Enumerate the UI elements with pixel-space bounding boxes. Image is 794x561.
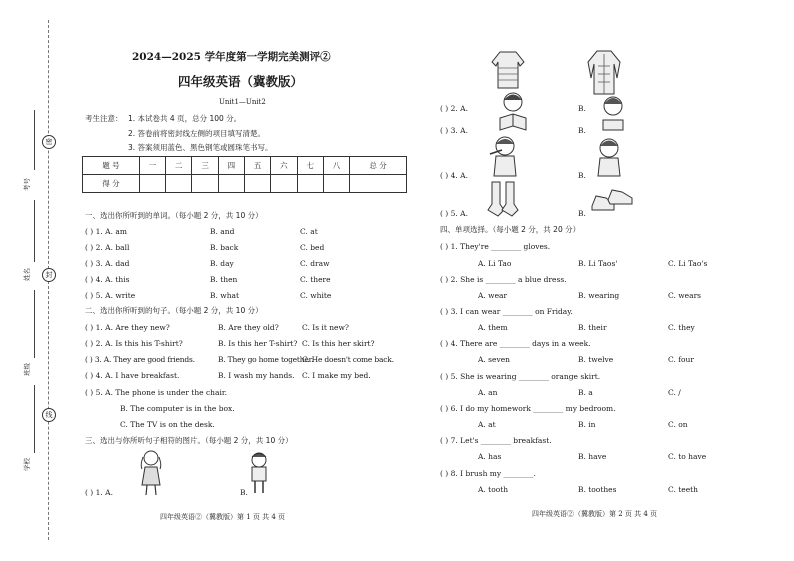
score-input[interactable] xyxy=(244,175,270,193)
part3-q1-b: B. xyxy=(240,488,248,497)
part2-q4-c: C. I make my bed. xyxy=(302,371,371,380)
part3-title: 三、选出与你所听句子相符的图片。（每小题 2 分，共 10 分） xyxy=(85,436,293,445)
notice-item-2: 2. 答卷前将密封线左侧的项目填写清楚。 xyxy=(128,129,266,138)
part1-q1-b: B. and xyxy=(210,227,235,236)
part3-q5: ( ) 5. A. xyxy=(440,209,468,218)
part1-q1: ( ) 1. A. am xyxy=(85,227,127,236)
part4-q6-b: B. in xyxy=(578,420,596,429)
term-title: 2024—2025 学年度第一学期完美测评② xyxy=(132,51,331,63)
units-label: Unit1—Unit2 xyxy=(219,98,266,106)
part4-q4: ( ) 4. There are ________ days in a week. xyxy=(440,339,591,348)
part2-q1: ( ) 1. A. Are they new? xyxy=(85,323,170,332)
part1-q2-c: C. bed xyxy=(300,243,325,252)
washing-kid-icon xyxy=(594,136,624,178)
notice-item-3: 3. 答案须用蓝色、黑色钢笔或圆珠笔书写。 xyxy=(128,143,273,152)
part1-q3-b: B. day xyxy=(210,259,234,268)
kaohao-label: 考号 xyxy=(23,178,31,191)
score-input[interactable] xyxy=(323,175,349,193)
part2-q5: ( ) 5. A. The phone is under the chair. xyxy=(85,388,228,397)
brushing-teeth-icon xyxy=(488,134,522,178)
sweater-icon xyxy=(490,48,526,92)
seal-mi: 密 xyxy=(42,135,56,149)
score-cell: 三 xyxy=(192,157,218,175)
part3-q2-b: B. xyxy=(578,104,586,113)
part4-q8-c: C. teeth xyxy=(668,485,698,494)
part4-q2-c: C. wears xyxy=(668,291,702,300)
part3-q1: ( ) 1. A. xyxy=(85,488,113,497)
reading-kid-icon xyxy=(496,90,530,132)
part1-q4-b: B. then xyxy=(210,275,238,284)
xuexiao-label: 学校 xyxy=(23,458,31,471)
score-cell: 五 xyxy=(244,157,270,175)
part3-q3-b: B. xyxy=(578,126,586,135)
part2-q4: ( ) 4. A. I have breakfast. xyxy=(85,371,180,380)
score-cell: 二 xyxy=(166,157,192,175)
footer-left: 四年级英语②（冀教版）第 1 页 共 4 页 xyxy=(160,513,286,521)
part2-q1-b: B. Are they old? xyxy=(218,323,279,332)
part4-q1-a: A. Li Tao xyxy=(478,259,512,268)
part4-q5-b: B. a xyxy=(578,388,593,397)
part4-q2-b: B. wearing xyxy=(578,291,620,300)
part2-q5-b: B. The computer is in the box. xyxy=(120,404,235,413)
score-value-row xyxy=(83,175,407,193)
score-cell: 七 xyxy=(297,157,323,175)
part2-title: 二、选出你所听到的句子。（每小题 2 分，共 10 分） xyxy=(85,306,263,315)
part2-q3-c: C. He doesn't come back. xyxy=(302,355,394,364)
score-cell: 一 xyxy=(139,157,165,175)
part4-q3-c: C. they xyxy=(668,323,695,332)
part4-q5-a: A. an xyxy=(478,388,498,397)
seal-xian: 线 xyxy=(42,408,56,422)
part2-q3: ( ) 3. A. They are good friends. xyxy=(85,355,195,364)
score-input[interactable] xyxy=(166,175,192,193)
seal-feng: 封 xyxy=(42,268,56,282)
part4-q3-b: B. their xyxy=(578,323,607,332)
score-input[interactable] xyxy=(218,175,244,193)
part1-q2-b: B. back xyxy=(210,243,239,252)
part4-title: 四、单项选择。（每小题 2 分，共 20 分） xyxy=(440,225,581,234)
part4-q1: ( ) 1. They're ________ gloves. xyxy=(440,242,551,251)
part2-q1-c: C. Is it new? xyxy=(302,323,349,332)
score-input[interactable] xyxy=(139,175,165,193)
part1-title: 一、选出你所听到的单词。（每小题 2 分，共 10 分） xyxy=(85,211,263,220)
girl-icon xyxy=(136,449,166,497)
part4-q7: ( ) 7. Let's ________ breakfast. xyxy=(440,436,552,445)
notice-item-1: 1. 本试卷共 4 页，总分 100 分。 xyxy=(128,114,242,123)
part2-q3-b: B. They go home together. xyxy=(218,355,314,364)
boy-icon xyxy=(246,451,272,495)
xingming-field[interactable] xyxy=(34,200,35,262)
part1-q3-c: C. draw xyxy=(300,259,330,268)
page-title: 四年级英语（冀教版） xyxy=(178,74,304,89)
xingming-label: 姓名 xyxy=(23,268,31,281)
part2-q2-b: B. Is this her T-shirt? xyxy=(218,339,298,348)
banji-label: 班级 xyxy=(23,363,31,376)
part4-q1-c: C. Li Tao's xyxy=(668,259,708,268)
part4-q8: ( ) 8. I brush my ________. xyxy=(440,469,536,478)
part1-q4-c: C. there xyxy=(300,275,331,284)
part4-q7-c: C. to have xyxy=(668,452,707,461)
score-table xyxy=(82,156,407,193)
score-input[interactable] xyxy=(350,175,407,193)
score-input[interactable] xyxy=(192,175,218,193)
kaohao-field[interactable] xyxy=(34,110,35,170)
part4-q1-b: B. Li Taos' xyxy=(578,259,618,268)
sleeping-kid-icon xyxy=(598,92,628,132)
part4-q4-c: C. four xyxy=(668,355,694,364)
score-cell: 总 分 xyxy=(350,157,407,175)
part4-q6-c: C. on xyxy=(668,420,688,429)
part4-q7-b: B. have xyxy=(578,452,607,461)
part3-q4: ( ) 4. A. xyxy=(440,171,468,180)
shoes-icon xyxy=(590,184,634,214)
part4-q7-a: A. has xyxy=(478,452,502,461)
score-input[interactable] xyxy=(271,175,297,193)
score-row-label: 得 分 xyxy=(83,175,140,193)
part4-q6: ( ) 6. I do my homework ________ my bedroom. xyxy=(440,404,616,413)
score-cell: 八 xyxy=(323,157,349,175)
part4-q2-a: A. wear xyxy=(478,291,508,300)
part4-q5-c: C. / xyxy=(668,388,681,397)
part4-q4-a: A. seven xyxy=(478,355,510,364)
part2-q4-b: B. I wash my hands. xyxy=(218,371,295,380)
part4-q2: ( ) 2. She is ________ a blue dress. xyxy=(440,275,567,284)
xuexiao-field[interactable] xyxy=(34,385,35,453)
part4-q4-b: B. twelve xyxy=(578,355,614,364)
part4-q5: ( ) 5. She is wearing ________ orange skirt. xyxy=(440,372,601,381)
part1-q1-c: C. at xyxy=(300,227,318,236)
part4-q3-a: A. them xyxy=(478,323,508,332)
score-cell: 题 号 xyxy=(83,157,140,175)
part1-q5-b: B. what xyxy=(210,291,240,300)
part1-q5: ( ) 5. A. write xyxy=(85,291,136,300)
part3-q2: ( ) 2. A. xyxy=(440,104,468,113)
part1-q2: ( ) 2. A. ball xyxy=(85,243,130,252)
part2-q5-c: C. The TV is on the desk. xyxy=(120,420,215,429)
notice-label: 考生注意： xyxy=(85,114,123,123)
footer-right: 四年级英语②（冀教版）第 2 页 共 4 页 xyxy=(532,510,658,518)
score-input[interactable] xyxy=(297,175,323,193)
part2-q2-c: C. Is this her skirt? xyxy=(302,339,375,348)
part1-q4: ( ) 4. A. this xyxy=(85,275,130,284)
part1-q5-c: C. white xyxy=(300,291,332,300)
part3-q5-b: B. xyxy=(578,209,586,218)
part4-q8-b: B. toothes xyxy=(578,485,617,494)
coat-icon xyxy=(586,48,622,98)
score-cell: 四 xyxy=(218,157,244,175)
part4-q6-a: A. at xyxy=(478,420,496,429)
socks-icon xyxy=(486,180,520,218)
banji-field[interactable] xyxy=(34,290,35,358)
part4-q8-a: A. tooth xyxy=(478,485,509,494)
part3-q3: ( ) 3. A. xyxy=(440,126,468,135)
score-cell: 六 xyxy=(271,157,297,175)
part4-q3: ( ) 3. I can wear ________ on Friday. xyxy=(440,307,573,316)
score-header-row xyxy=(83,157,407,175)
part1-q3: ( ) 3. A. dad xyxy=(85,259,130,268)
part2-q2: ( ) 2. A. Is this his T-shirt? xyxy=(85,339,183,348)
part3-q4-b: B. xyxy=(578,171,586,180)
